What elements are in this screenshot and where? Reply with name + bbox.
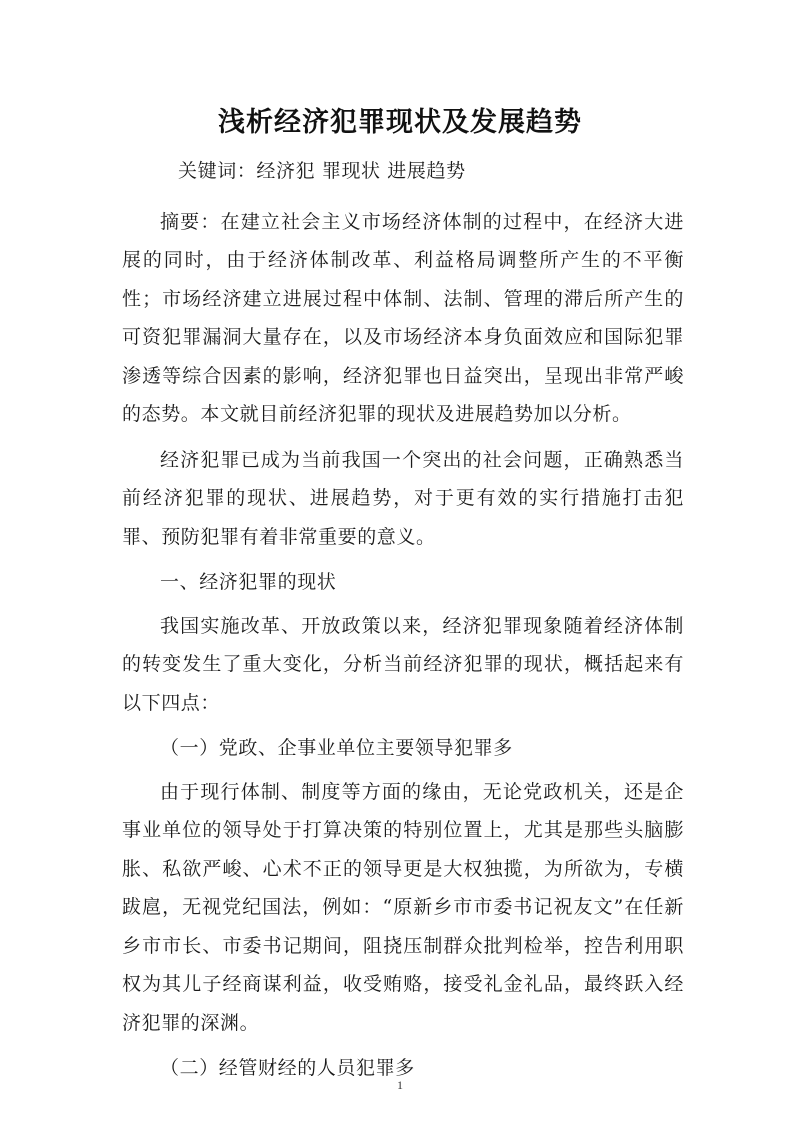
subsection-body-paragraph: 由于现行体制、制度等方面的缘由，无论党政机关，还是企事业单位的领导处于打算决策的特别位置上，尤其是那些头脑膨胀、私欲严峻、心术不正的领导更是大权独揽，为所欲为，专横跋扈，无视党纪国法，例如：“原新乡市市委书记祝友文”在任新乡市市长、市委书记期间，阻挠压制群众批判检举，控告利用职权为其儿子经商谋利益，收受贿赂，接受礼金礼品，最终跃入经济犯罪的深渊。 [122,780,684,1034]
subsection-heading-1: （一）党政、企事业单位主要领导犯罪多 [160,737,513,759]
abstract-paragraph: 摘要：在建立社会主义市场经济体制的过程中，在经济大进展的同时，由于经济体制改革、利益格局调整所产生的不平衡性；市场经济建立进展过程中体制、法制、管理的滞后所产生的可资犯罪漏洞大量存在，以及市场经济本身负面效应和国际犯罪渗透等综合因素的影响，经济犯罪也日益突出，呈现出非常严峻的态势。本文就目前经济犯罪的现状及进展趋势加以分析。 [122,210,684,425]
subsection-heading-2: （二）经管财经的人员犯罪多 [160,1057,415,1079]
section-heading: 一、经济犯罪的现状 [160,571,337,593]
section-intro-paragraph: 我国实施改革、开放政策以来，经济犯罪现象随着经济体制的转变发生了重大变化，分析当前经济犯罪的现状，概括起来有以下四点： [122,614,684,714]
keywords-line: 关键词：经济犯 罪现状 进展趋势 [178,160,466,182]
intro-paragraph: 经济犯罪已成为当前我国一个突出的社会问题，正确熟悉当前经济犯罪的现状、进展趋势，对于更有效的实行措施打击犯罪、预防犯罪有着非常重要的意义。 [122,448,684,548]
page-number: 1 [397,1078,403,1092]
document-title: 浅析经济犯罪现状及发展趋势 [218,107,582,138]
document-body [122,152,684,1093]
